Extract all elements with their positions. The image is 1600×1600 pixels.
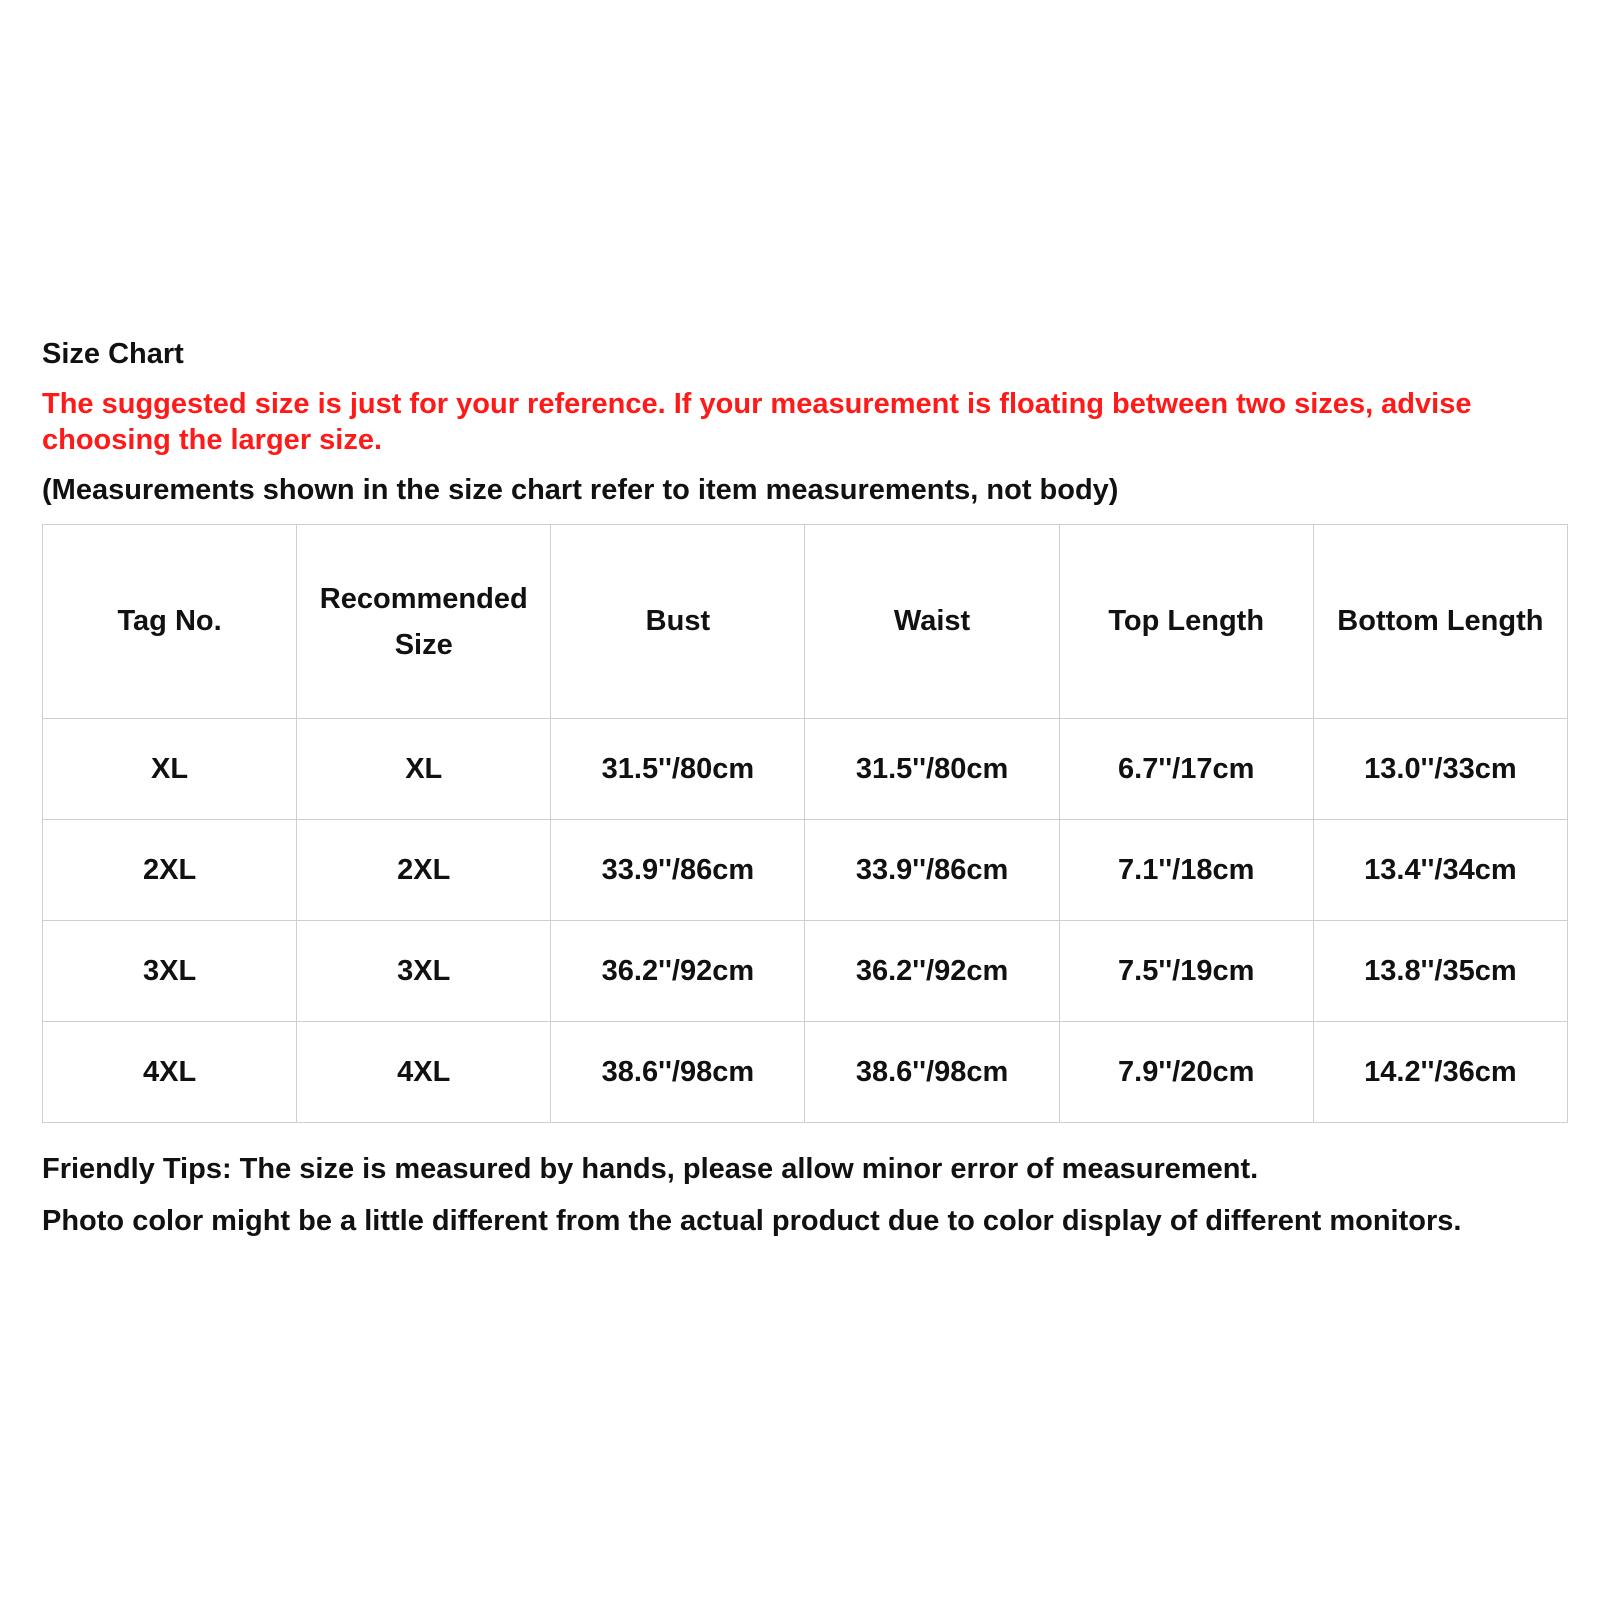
table-row — [43, 1022, 1568, 1123]
header-bust: Bust — [551, 525, 805, 719]
cell-tag-no: 2XL — [43, 820, 297, 921]
table-row — [43, 820, 1568, 921]
cell-tag-no: XL — [43, 719, 297, 820]
cell-waist: 31.5''/80cm — [805, 719, 1059, 820]
measurement-note: (Measurements shown in the size chart refer to item measurements, not body) — [42, 474, 1119, 506]
header-waist: Waist — [805, 525, 1059, 719]
tips-line-1: Friendly Tips: The size is measured by hands, please allow minor error of measurement. — [42, 1153, 1259, 1185]
cell-bust: 36.2''/92cm — [551, 921, 805, 1022]
cell-top-length: 6.7''/17cm — [1059, 719, 1313, 820]
header-recommended-line1: Recommended — [319, 582, 528, 615]
cell-top-length: 7.9''/20cm — [1059, 1022, 1313, 1123]
cell-bust: 38.6''/98cm — [551, 1022, 805, 1123]
cell-tag-no: 4XL — [43, 1022, 297, 1123]
cell-tag-no: 3XL — [43, 921, 297, 1022]
cell-top-length: 7.5''/19cm — [1059, 921, 1313, 1022]
cell-bottom-length: 13.4''/34cm — [1313, 820, 1567, 921]
cell-waist: 38.6''/98cm — [805, 1022, 1059, 1123]
header-tag-no: Tag No. — [43, 525, 297, 719]
cell-recommended-size: 3XL — [297, 921, 551, 1022]
header-top-length: Top Length — [1059, 525, 1313, 719]
cell-recommended-size: 2XL — [297, 820, 551, 921]
cell-waist: 36.2''/92cm — [805, 921, 1059, 1022]
size-chart-title: Size Chart — [42, 338, 184, 370]
cell-recommended-size: XL — [297, 719, 551, 820]
table-header-row — [43, 525, 1568, 719]
friendly-tips — [42, 1151, 1570, 1239]
cell-waist: 33.9''/86cm — [805, 820, 1059, 921]
tips-line-2: Photo color might be a little different from the actual product due to color display of different monitors. — [42, 1205, 1462, 1237]
cell-bust: 33.9''/86cm — [551, 820, 805, 921]
table-row — [43, 719, 1568, 820]
cell-recommended-size: 4XL — [297, 1022, 551, 1123]
table-row — [43, 921, 1568, 1022]
cell-bust: 31.5''/80cm — [551, 719, 805, 820]
cell-bottom-length: 13.8''/35cm — [1313, 921, 1567, 1022]
header-recommended-size — [297, 525, 551, 719]
size-table — [42, 524, 1568, 1123]
size-chart-section — [42, 336, 1570, 1255]
header-bottom-length: Bottom Length — [1313, 525, 1567, 719]
cell-bottom-length: 13.0''/33cm — [1313, 719, 1567, 820]
cell-top-length: 7.1''/18cm — [1059, 820, 1313, 921]
cell-bottom-length: 14.2''/36cm — [1313, 1022, 1567, 1123]
size-suggestion-notice: The suggested size is just for your reference. If your measurement is floating between two sizes, advise choosing the larger size. — [42, 388, 1472, 456]
header-recommended-line2: Size — [394, 628, 453, 661]
